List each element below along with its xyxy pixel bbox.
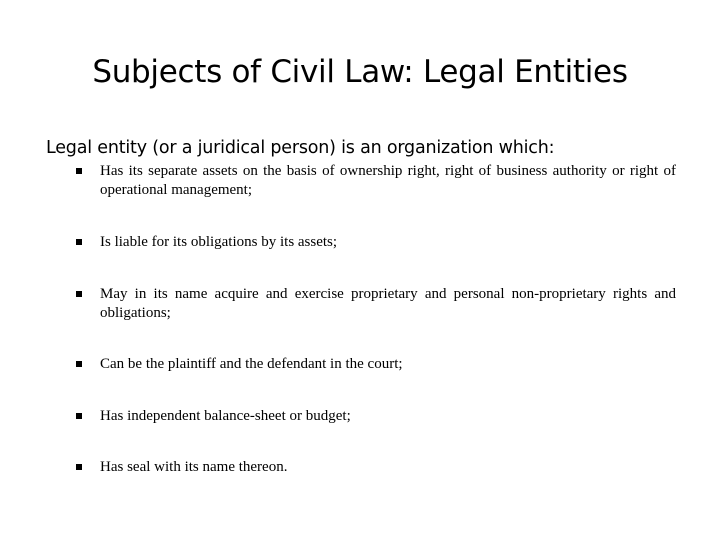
bullet-item xyxy=(76,162,676,200)
bullet-marker xyxy=(76,464,82,470)
bullet-item xyxy=(76,285,676,323)
bullet-marker xyxy=(76,239,82,245)
bullet-marker xyxy=(76,168,82,174)
bullet-text: May in its name acquire and exercise proprietary and personal non-proprietary rights and obligations; xyxy=(100,286,676,321)
bullet-marker xyxy=(76,291,82,297)
bullet-text: Is liable for its obligations by its assets; xyxy=(100,234,338,250)
bullet-text: Has independent balance-sheet or budget; xyxy=(100,408,351,424)
bullet-text: Has its separate assets on the basis of ownership right, right of business authority or right of operational management; xyxy=(100,163,676,198)
bullet-item xyxy=(76,407,676,426)
bullet-item xyxy=(76,458,676,477)
bullet-item xyxy=(76,355,676,374)
bullet-marker xyxy=(76,361,82,367)
intro-text: Legal entity (or a juridical person) is an organization which: xyxy=(46,138,555,158)
bullet-marker xyxy=(76,413,82,419)
bullet-text: Has seal with its name thereon. xyxy=(100,459,288,475)
bullet-text: Can be the plaintiff and the defendant in the court; xyxy=(100,356,403,372)
slide-title: Subjects of Civil Law: Legal Entities xyxy=(92,54,628,90)
bullet-item xyxy=(76,233,676,252)
